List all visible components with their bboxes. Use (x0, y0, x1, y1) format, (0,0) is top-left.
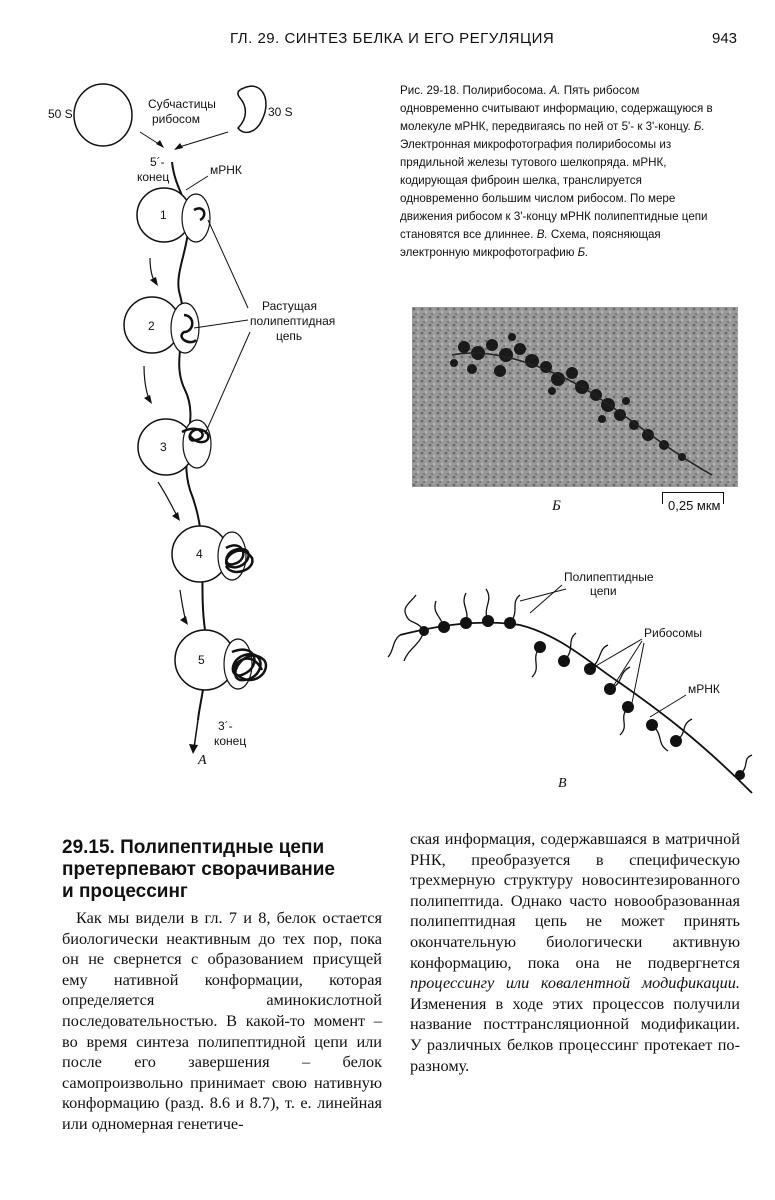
subunit-50s (74, 84, 132, 146)
electron-micrograph (412, 307, 738, 487)
label-50s: 50 S (48, 107, 73, 121)
scale-bar (662, 492, 724, 493)
caption-b-letter: Б. (693, 120, 705, 133)
mrna-strand-c (400, 623, 752, 793)
ribosome-3-number: 3 (160, 440, 167, 454)
label-ribosomes: Рибосомы (644, 626, 702, 640)
figure-a-polyribosome-diagram (0, 70, 390, 770)
panel-label-b: Б (552, 498, 561, 514)
label-subunits-2: рибосом (152, 112, 200, 126)
body-text-right: ская информация, содержавшаяся в матричной РНК, преобразуется в специфическую трехмерную структуру новосинтезированного полипептида. Однако часто новообразованная полипептидная цепь не может принять окончательную биологически активную конформацию, пока она не подвергнется процессингу или ковалентной модификации. Изменения в ходе этих процессов получили название посттрансляционной модификации. У различных белков процессинг протекает по-разному. (410, 829, 740, 1075)
label-subunits-1: Субчастицы (148, 97, 216, 111)
caption-b-text: Электронная микрофотография полирибосомы из прядильной железы тутового шелкопряда. мРНК, кодирующая фиброин шелка, транслируется одновременно большим числом рибосом. По мере движения рибосом к 3'-концу мРНК полипептидные цепи становятся все длиннее. (400, 138, 708, 241)
caption-a-letter: А. (549, 84, 561, 97)
label-mrna-c: мРНК (688, 682, 720, 696)
caption-c-ref: Б. (577, 246, 589, 259)
ribosome-5-number: 5 (198, 653, 205, 667)
section-title: 29.15. Полипептидные цепи претерпевают сворачивание и процессинг (62, 837, 335, 902)
running-header: ГЛ. 29. СИНТЕЗ БЕЛКА И ЕГО РЕГУЛЯЦИЯ (230, 30, 555, 47)
caption-c-letter: В. (536, 228, 548, 241)
caption-a-text: Пять рибосом одновременно считывают информацию, содержащуюся в молекуле мРНК, передвигаясь по ней от 5'- к 3'-концу. (400, 84, 713, 133)
label-3-end-1: 3´- (218, 719, 233, 733)
label-3-end-2: конец (214, 734, 247, 748)
caption-lead: Рис. 29-18. Полирибосома. (400, 84, 547, 97)
label-30s: 30 S (268, 105, 293, 119)
label-mrna: мРНК (210, 163, 242, 177)
figure-caption (400, 82, 718, 262)
ribosome-4-number: 4 (196, 547, 203, 561)
emphasis-processing: процессингу или ковалентной модификации. (410, 973, 740, 993)
label-5-end-2: конец (137, 170, 170, 184)
page-number: 943 (712, 30, 738, 47)
label-polypeptide-1: Полипептидные (564, 570, 654, 584)
subunit-arrow-right (176, 132, 228, 148)
label-growing-2: полипептидная (250, 314, 336, 328)
figure-c-schematic (380, 565, 775, 805)
label-5-end-1: 5´- (150, 155, 165, 169)
panel-label-a: А (198, 753, 207, 768)
ribosome-1-number: 1 (160, 208, 167, 222)
body-text-left: Как мы видели в гл. 7 и 8, белок остается биологически неактивным до тех пор, пока он не свернется с образованием присущей ему нативной конформации, которая определяется аминокислотной последовательностью. В какой-то момент – во время синтеза полипептидной цепи или после его завершения – белок самопроизвольно принимает свою нативную конформацию (разд. 8.6 и 8.7), т. е. линейная или одномерная генетиче- (62, 908, 382, 1133)
label-polypeptide-2: цепи (590, 584, 617, 598)
caption-c-text: Схема, поясняющая электронную микрофотографию (400, 228, 661, 259)
scale-label: 0,25 мкм (668, 498, 721, 513)
label-growing-1: Растущая (262, 299, 317, 313)
panel-label-c: В (558, 776, 567, 791)
label-growing-3: цепь (276, 329, 303, 343)
subunit-30s (238, 86, 266, 132)
ribosome-2-number: 2 (148, 319, 155, 333)
